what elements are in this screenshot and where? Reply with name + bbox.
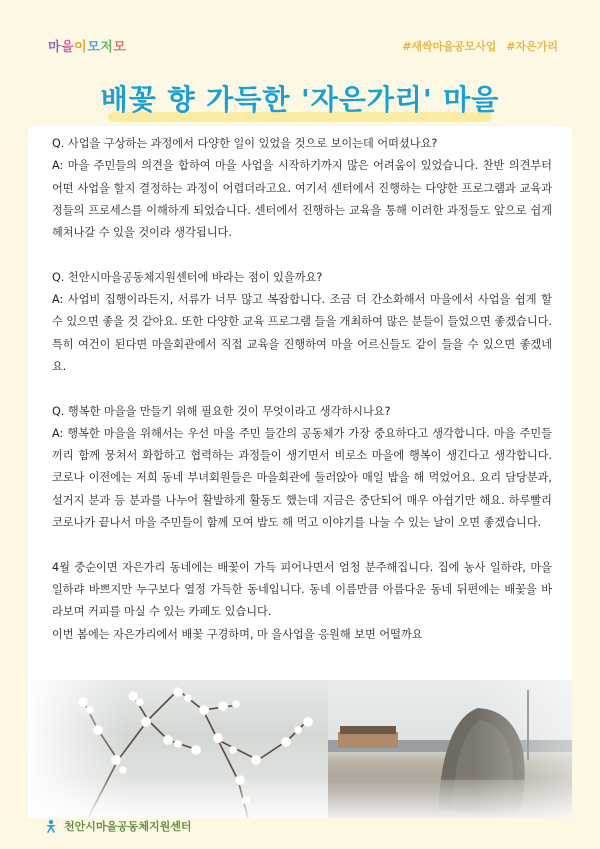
person-icon <box>44 819 58 833</box>
hashtag[interactable]: #새싹마을공모사업 <box>402 40 497 53</box>
closing-paragraph: 4월 중순이면 자은가리 동네에는 배꽃이 가득 피어나면서 엄청 분주해집니다. 집에 농사 일하랴, 마을 일하랴 바쁘지만 누구보다 열정 가득한 동네입니다. 동네 이름만큼 아름다운 동네 뒤편에는 배꽃을 바라보며 커피를 마실 수 있는 카페도 있습니다. <box>52 560 552 619</box>
footer-org-name: 천안시마을공동체지원센터 <box>64 820 192 833</box>
closing-line: 이번 봄에는 자은가리에서 배꽃 구경하며, 마 을사업을 응원해 보면 어떨까요 <box>52 627 423 641</box>
question-3: Q. 행복한 마을을 만들기 위해 필요한 것이 무엇이라고 생각하시나요? <box>52 404 391 418</box>
answer-1: A: 마을 주민들의 의견을 합하여 마을 사업을 시작하기까지 많은 어려움이 있었습니다. 찬반 의견부터 어떤 사업을 할지 결정하는 과정이 어렵더라고요. 여기서 센터에서 진행하는 다양한 프로그램과 교육과정들의 프로세스를 이해하게 되었습니다. 센터에서 진행하는 교육을 통해 이러한 과정들도 앞으로 쉽게 헤쳐나갈 수 있을 것이라 생각됩니다. <box>52 159 552 240</box>
answer-2: A: 사업비 집행이라든지, 서류가 너무 많고 복잡합니다. 조금 더 간소화해서 마을에서 사업을 쉽게 할 수 있으면 좋을 것 같아요. 또한 다양한 교육 프로그램 들을 개최하여 많은 분들이 들었으면 좋겠습니다. 특히 여건이 된다면 마을회관에서 직접 교육을 진행하여 마을 어르신들도 같이 들을 수 있으면 좋겠네요. <box>52 293 552 373</box>
logo-char: 을 <box>61 40 75 55</box>
question-1: Q. 사업을 구상하는 과정에서 다양한 일이 있었을 것으로 보이는데 어떠셨나요? <box>52 137 438 150</box>
answer-3: A: 행복한 마을을 위해서는 우선 마을 주민 들간의 공동체가 가장 중요하다고 생각합니다. 마을 주민들끼리 함께 뭉쳐서 화합하고 협력하는 과정들이 생기면서 비로소 마을에 행복이 생긴다고 생각합니다. 코로나 이전에는 저희 동네 부녀회원들은 마을회관에 둘러앉아 매일 밥을 해 먹었어요. 요리 담당분과, 설거지 분과 등 분과를 나누어 활발하게 활동도 했는데 지금은 중단되어 매우 아쉽기만 해요. 하루빨리 코로나가 끝나서 마을 주민들이 함께 모여 밥도 해 먹고 이야기를 나눌 수 있는 날이 오면 좋겠습니다. <box>52 426 552 530</box>
photo-strip <box>28 680 572 818</box>
hashtags <box>402 38 558 54</box>
question-2: Q. 천안시마을공동체지원센터에 바라는 점이 있을까요? <box>52 270 323 284</box>
article-body <box>52 133 552 646</box>
page-title: 배꽃 향 가득한 '자은가리' 마을 <box>100 83 500 116</box>
footer <box>44 818 192 834</box>
logo-char: 이 <box>74 40 88 55</box>
logo-char: 모 <box>113 40 127 55</box>
logo-char: 마 <box>48 40 62 55</box>
section-logo <box>48 36 126 55</box>
hashtag[interactable]: #자은가리 <box>506 40 558 53</box>
logo-char: 저 <box>100 40 114 55</box>
logo-char: 모 <box>87 40 101 55</box>
